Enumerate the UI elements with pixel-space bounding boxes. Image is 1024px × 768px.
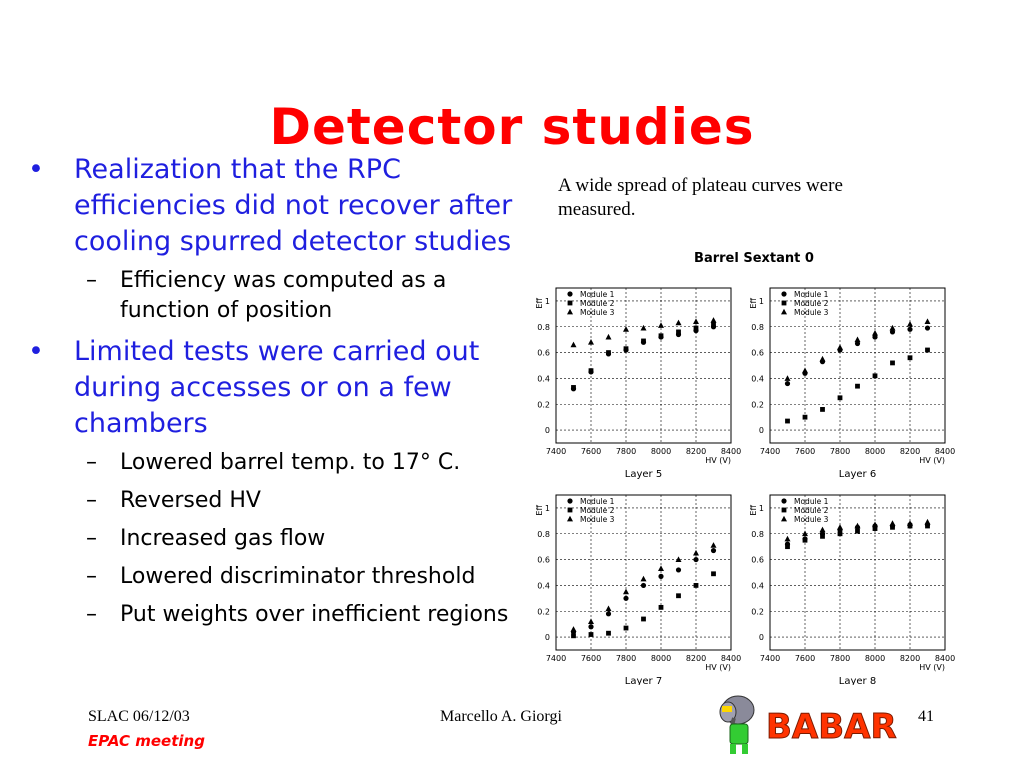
x-tick-label: 7600 xyxy=(580,654,602,663)
data-point xyxy=(659,333,664,338)
efficiency-figure xyxy=(514,240,974,685)
data-point xyxy=(694,583,699,588)
sub-bullet-text: Lowered discriminator threshold xyxy=(120,564,476,589)
legend-entry: Module 3 xyxy=(794,308,829,317)
x-tick-label: 7400 xyxy=(545,654,567,663)
sub-bullet-text: Put weights over inefficient regions xyxy=(120,602,509,627)
data-point xyxy=(641,576,647,582)
data-point xyxy=(658,565,664,571)
data-point xyxy=(693,318,699,324)
babar-logo xyxy=(708,688,908,758)
data-point xyxy=(568,508,573,513)
legend-entry: Module 1 xyxy=(794,290,829,299)
x-tick-label: 7400 xyxy=(759,447,781,456)
data-point xyxy=(803,415,808,420)
data-point xyxy=(781,516,787,522)
data-point xyxy=(676,320,682,326)
data-point xyxy=(659,605,664,610)
x-tick-label: 7400 xyxy=(545,447,567,456)
y-tick-label: 0.4 xyxy=(751,374,764,384)
dash-icon: – xyxy=(86,564,97,589)
data-point xyxy=(568,301,573,306)
y-tick-label: 0 xyxy=(758,633,764,643)
y-tick-label: 0.2 xyxy=(537,607,550,617)
data-point xyxy=(925,318,931,324)
chart-panel xyxy=(535,495,741,685)
data-point xyxy=(785,381,790,386)
data-point xyxy=(820,356,826,362)
data-point xyxy=(908,355,913,360)
data-point xyxy=(624,626,629,631)
x-axis-label: HV (V) xyxy=(705,663,731,672)
x-tick-label: 7800 xyxy=(829,447,851,456)
data-point xyxy=(693,557,698,562)
bullet-text: Limited tests were carried out during accesses or on a few chambers xyxy=(74,336,480,439)
legend-entry: Module 2 xyxy=(580,299,615,308)
data-point xyxy=(838,531,843,536)
data-point xyxy=(837,344,843,350)
footer-page-number: 41 xyxy=(918,708,934,725)
y-tick-label: 0.6 xyxy=(537,555,550,565)
data-point xyxy=(711,548,716,553)
data-point xyxy=(641,583,646,588)
data-point xyxy=(838,395,843,400)
footer-date: SLAC 06/12/03 xyxy=(88,708,190,725)
data-point xyxy=(658,322,664,328)
x-tick-label: 8200 xyxy=(685,654,707,663)
legend-entry: Module 2 xyxy=(794,299,829,308)
y-axis-label: Eff xyxy=(535,505,544,516)
data-point xyxy=(676,556,682,562)
slide-title: Detector studies xyxy=(269,98,755,156)
y-tick-label: 0.2 xyxy=(751,607,764,617)
legend-entry: Module 2 xyxy=(794,506,829,515)
data-point xyxy=(711,571,716,576)
data-point xyxy=(606,605,612,611)
data-point xyxy=(785,536,791,542)
data-point xyxy=(567,291,572,296)
data-point xyxy=(802,531,808,537)
x-tick-label: 7600 xyxy=(794,654,816,663)
x-axis-label: HV (V) xyxy=(919,456,945,465)
data-point xyxy=(567,516,573,522)
sub-bullet-item xyxy=(28,562,528,592)
bullet-dot-icon: • xyxy=(28,154,44,185)
dash-icon: – xyxy=(86,602,97,627)
bullet-item xyxy=(28,152,528,260)
footer-author: Marcello A. Giorgi xyxy=(440,708,562,725)
y-tick-label: 0 xyxy=(758,426,764,436)
data-point xyxy=(785,419,790,424)
bullet-text: Realization that the RPC efficiencies did not recover after cooling spurred detector studies xyxy=(74,154,513,257)
x-tick-label: 7800 xyxy=(829,654,851,663)
y-tick-label: 0.4 xyxy=(751,581,764,591)
panel-label: Layer 6 xyxy=(838,469,877,480)
data-point xyxy=(694,326,699,331)
data-point xyxy=(588,618,594,624)
y-tick-label: 0.2 xyxy=(751,400,764,410)
data-point xyxy=(623,589,629,595)
x-tick-label: 8000 xyxy=(650,654,672,663)
data-point xyxy=(676,567,681,572)
data-point xyxy=(855,529,860,534)
chart-panel xyxy=(535,288,741,480)
data-point xyxy=(855,336,861,342)
data-point xyxy=(890,361,895,366)
y-tick-label: 0 xyxy=(544,426,550,436)
data-point xyxy=(711,317,717,323)
legend-entry: Module 3 xyxy=(580,308,615,317)
x-axis-label: HV (V) xyxy=(919,663,945,672)
panel-label: Layer 8 xyxy=(838,676,877,685)
data-point xyxy=(571,633,576,638)
y-tick-label: 0.4 xyxy=(537,374,550,384)
y-axis-label: Eff xyxy=(749,505,758,516)
legend-entry: Module 2 xyxy=(580,506,615,515)
sub-bullet-item xyxy=(28,486,528,516)
panel-label: Layer 5 xyxy=(624,469,663,480)
data-point xyxy=(820,527,826,533)
data-point xyxy=(589,632,594,637)
x-tick-label: 8000 xyxy=(864,447,886,456)
dash-icon: – xyxy=(86,450,97,475)
figure-caption: A wide spread of plateau curves were measured. xyxy=(558,175,843,220)
y-tick-label: 0.8 xyxy=(751,322,764,332)
data-point xyxy=(571,342,577,348)
y-tick-label: 0.8 xyxy=(751,529,764,539)
data-point xyxy=(588,624,593,629)
dash-icon: – xyxy=(86,526,97,551)
data-point xyxy=(872,522,878,528)
x-tick-label: 8000 xyxy=(864,654,886,663)
data-point xyxy=(925,348,930,353)
sub-bullet-text: Lowered barrel temp. to 17° C. xyxy=(120,450,461,475)
bullet-item xyxy=(28,334,528,442)
x-tick-label: 8000 xyxy=(650,447,672,456)
data-point xyxy=(802,367,808,373)
data-point xyxy=(567,498,572,503)
data-point xyxy=(641,617,646,622)
data-point xyxy=(837,524,843,530)
data-point xyxy=(693,550,699,556)
y-tick-label: 1 xyxy=(544,296,550,306)
legend-entry: Module 3 xyxy=(794,515,829,524)
data-point xyxy=(820,534,825,539)
data-point xyxy=(907,321,913,327)
x-tick-label: 8200 xyxy=(685,447,707,456)
bullet-list xyxy=(28,152,528,638)
data-point xyxy=(925,519,931,525)
sub-bullet-item xyxy=(28,600,528,630)
x-tick-label: 8400 xyxy=(720,447,742,456)
sub-bullet-item xyxy=(28,448,528,478)
x-tick-label: 8400 xyxy=(720,654,742,663)
dash-icon: – xyxy=(86,488,97,513)
y-tick-label: 0.2 xyxy=(537,400,550,410)
x-axis-label: HV (V) xyxy=(705,456,731,465)
data-point xyxy=(606,631,611,636)
data-point xyxy=(606,611,611,616)
data-point xyxy=(781,291,786,296)
y-tick-label: 0.6 xyxy=(751,348,764,358)
data-point xyxy=(571,626,577,632)
data-point xyxy=(785,375,791,381)
sub-bullet-text: Efficiency was computed as a function of position xyxy=(120,268,447,323)
data-point xyxy=(873,373,878,378)
data-point xyxy=(925,325,930,330)
x-tick-label: 7800 xyxy=(615,447,637,456)
y-tick-label: 0.4 xyxy=(537,581,550,591)
logo-text: BABAR xyxy=(766,707,897,747)
data-point xyxy=(676,330,681,335)
y-tick-label: 0.8 xyxy=(537,529,550,539)
x-tick-label: 8200 xyxy=(899,447,921,456)
data-point xyxy=(785,544,790,549)
x-tick-label: 8400 xyxy=(934,654,956,663)
y-tick-label: 0.6 xyxy=(537,348,550,358)
y-tick-label: 0 xyxy=(544,633,550,643)
data-point xyxy=(781,498,786,503)
y-tick-label: 0.6 xyxy=(751,555,764,565)
chart-panel xyxy=(749,288,955,480)
sub-bullet-item xyxy=(28,266,528,326)
x-tick-label: 7600 xyxy=(580,447,602,456)
data-point xyxy=(588,339,594,345)
data-point xyxy=(781,309,787,315)
data-point xyxy=(907,327,912,332)
x-tick-label: 8200 xyxy=(899,654,921,663)
x-tick-label: 7800 xyxy=(615,654,637,663)
data-point xyxy=(567,309,573,315)
data-point xyxy=(571,385,576,390)
panel-label: Layer 7 xyxy=(624,676,663,685)
data-point xyxy=(803,538,808,543)
dash-icon: – xyxy=(86,268,97,293)
legend-entry: Module 1 xyxy=(580,290,615,299)
legend-entry: Module 3 xyxy=(580,515,615,524)
sub-bullet-item xyxy=(28,524,528,554)
y-tick-label: 0.8 xyxy=(537,322,550,332)
data-point xyxy=(641,325,647,331)
x-tick-label: 7400 xyxy=(759,654,781,663)
data-point xyxy=(907,520,913,526)
data-point xyxy=(641,339,646,344)
data-point xyxy=(711,542,717,548)
x-tick-label: 8400 xyxy=(934,447,956,456)
data-point xyxy=(890,520,896,526)
elephant-mascot-icon xyxy=(720,696,754,754)
data-point xyxy=(676,593,681,598)
data-point xyxy=(606,350,611,355)
y-axis-label: Eff xyxy=(535,298,544,309)
y-axis-label: Eff xyxy=(749,298,758,309)
data-point xyxy=(855,384,860,389)
sub-bullet-text: Reversed HV xyxy=(120,488,261,513)
y-tick-label: 1 xyxy=(758,503,764,513)
y-tick-label: 1 xyxy=(758,296,764,306)
sub-bullet-text: Increased gas flow xyxy=(120,526,326,551)
data-point xyxy=(658,574,663,579)
data-point xyxy=(623,596,628,601)
data-point xyxy=(782,301,787,306)
data-point xyxy=(872,330,878,336)
chart-panel xyxy=(749,495,955,685)
footer-meeting: EPAC meeting xyxy=(88,732,205,750)
data-point xyxy=(890,325,896,331)
y-tick-label: 1 xyxy=(544,503,550,513)
data-point xyxy=(820,407,825,412)
data-point xyxy=(606,334,612,340)
data-point xyxy=(855,523,861,529)
x-tick-label: 7600 xyxy=(794,447,816,456)
data-point xyxy=(589,368,594,373)
bullet-dot-icon: • xyxy=(28,336,44,367)
chart-title: Barrel Sextant 0 xyxy=(694,251,814,266)
data-point xyxy=(782,508,787,513)
legend-entry: Module 1 xyxy=(794,497,829,506)
data-point xyxy=(624,346,629,351)
legend-entry: Module 1 xyxy=(580,497,615,506)
